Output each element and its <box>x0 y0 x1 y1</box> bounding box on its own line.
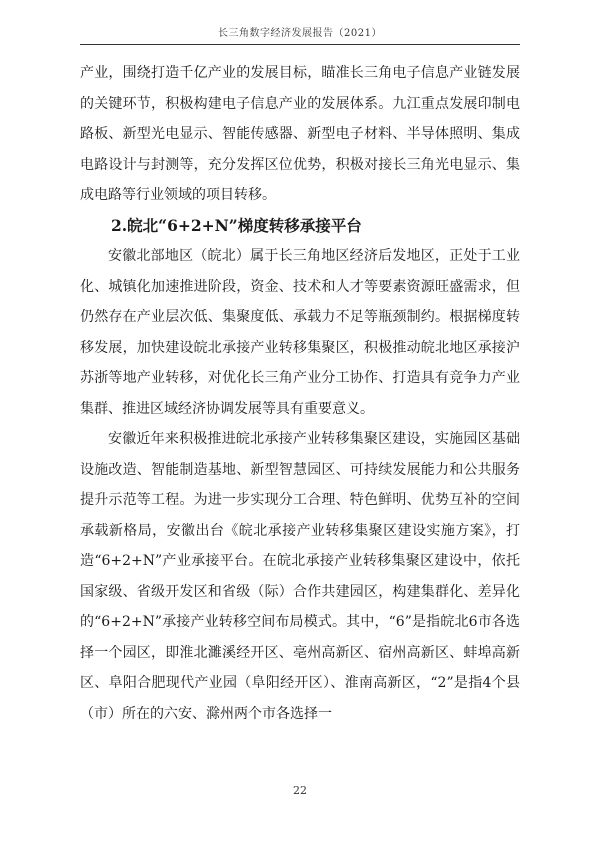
body-paragraph-2: 安徽近年来积极推进皖北承接产业转移集聚区建设，实施园区基础设施改造、智能制造基地、新型智慧园区、可持续发展能力和公共服务提升示范等工程。为进一步实现分工合理、特色鲜明、优势互补的空间承载新格局，安徽出台《皖北承接产业转移集聚区建设实施方案》，打造“6+2+N”产业承接平台。在皖北承接产业转移集聚区建设中，依托国家级、省级开发区和省级（际）合作共建园区，构建集群化、差异化的“6+2+N”承接产业转移空间布局模式。其中，“6”是指皖北6市各选择一个园区，即淮北濉溪经开区、亳州高新区、宿州高新区、蚌埠高新区、阜阳合肥现代产业园（阜阳经开区）、淮南高新区，“2”是指4个县（市）所在的六安、滁州两个市各选择一 <box>80 431 520 722</box>
page-number: 22 <box>293 784 307 797</box>
page-body <box>80 58 520 729</box>
continued-paragraph: 产业，围绕打造千亿产业的发展目标，瞄准长三角电子信息产业链发展的关键环节，积极构建电子信息产业的发展体系。九江重点发展印制电路板、新型光电显示、智能传感器、新型电子材料、半导体照明、集成电路设计与封测等，充分发挥区位优势，积极对接长三角光电显示、集成电路等行业领域的项目转移。 <box>80 65 520 203</box>
section-heading: 2.皖北“6+2+N”梯度转移承接平台 <box>111 215 362 235</box>
running-header: 长三角数字经济发展报告（2021） <box>80 24 520 45</box>
body-paragraph-1: 安徽北部地区（皖北）属于长三角地区经济后发地区，正处于工业化、城镇化加速推进阶段，资金、技术和人才等要素资源旺盛需求，但仍然存在产业层次低、集聚度低、承载力不足等瓶颈制约。根据梯度转移发展，加快建设皖北承接产业转移集聚区，积极推动皖北地区承接沪苏浙等地产业转移，对优化长三角产业分工协作、打造具有竞争力产业集群、推进区域经济协调发展等具有重要意义。 <box>80 248 520 417</box>
